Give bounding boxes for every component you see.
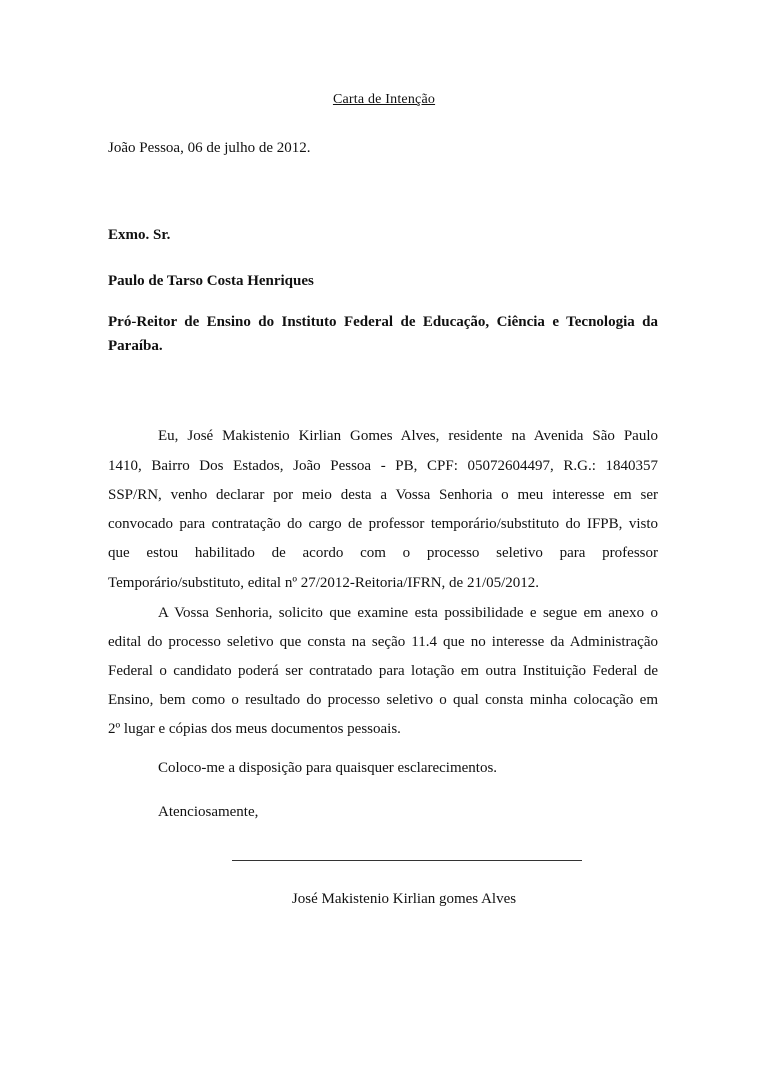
paragraph2-line-3: Federal o candidato poderá ser contratado para lotação em outra Instituição Federal de [108,663,658,679]
salutation: Exmo. Sr. [108,227,171,243]
paragraph1-line-2: 1410, Bairro Dos Estados, João Pessoa - PB, CPF: 05072604497, R.G.: 1840357 [108,458,658,474]
date-line: João Pessoa, 06 de julho de 2012. [108,140,311,156]
paragraph2-line-5: 2º lugar e cópias dos meus documentos pessoais. [108,721,401,737]
closing: Atenciosamente, [158,804,259,820]
paragraph2-line-2: edital do processo seletivo que consta na seção 11.4 que no interesse da Administração [108,634,658,650]
paragraph2-line-1: A Vossa Senhoria, solicito que examine esta possibilidade e segue em anexo o [158,605,658,621]
recipient-role-line-2: Paraíba. [108,338,163,354]
paragraph1-line-1: Eu, José Makistenio Kirlian Gomes Alves, residente na Avenida São Paulo [158,428,658,444]
paragraph1-line-6: Temporário/substituto, edital nº 27/2012-Reitoria/IFRN, de 21/05/2012. [108,575,540,591]
letter-title: Carta de Intenção [332,92,436,107]
paragraph1-line-3: SSP/RN, venho declarar por meio desta a Vossa Senhoria o meu interesse em ser [108,487,658,503]
paragraph2-line-4: Ensino, bem como o resultado do processo seletivo o qual consta minha colocação em [108,692,658,708]
recipient-role-line-1: Pró-Reitor de Ensino do Instituto Federal de Educação, Ciência e Tecnologia da [108,314,658,330]
paragraph1-line-5: que estou habilitado de acordo com o processo seletivo para professor [108,545,658,561]
signature-name: José Makistenio Kirlian gomes Alves [291,891,517,907]
paragraph1-line-4: convocado para contratação do cargo de professor temporário/substituto do IFPB, visto [108,516,658,532]
signature-line [232,860,582,861]
recipient-name: Paulo de Tarso Costa Henriques [108,273,314,289]
paragraph3: Coloco-me a disposição para quaisquer esclarecimentos. [158,760,498,776]
